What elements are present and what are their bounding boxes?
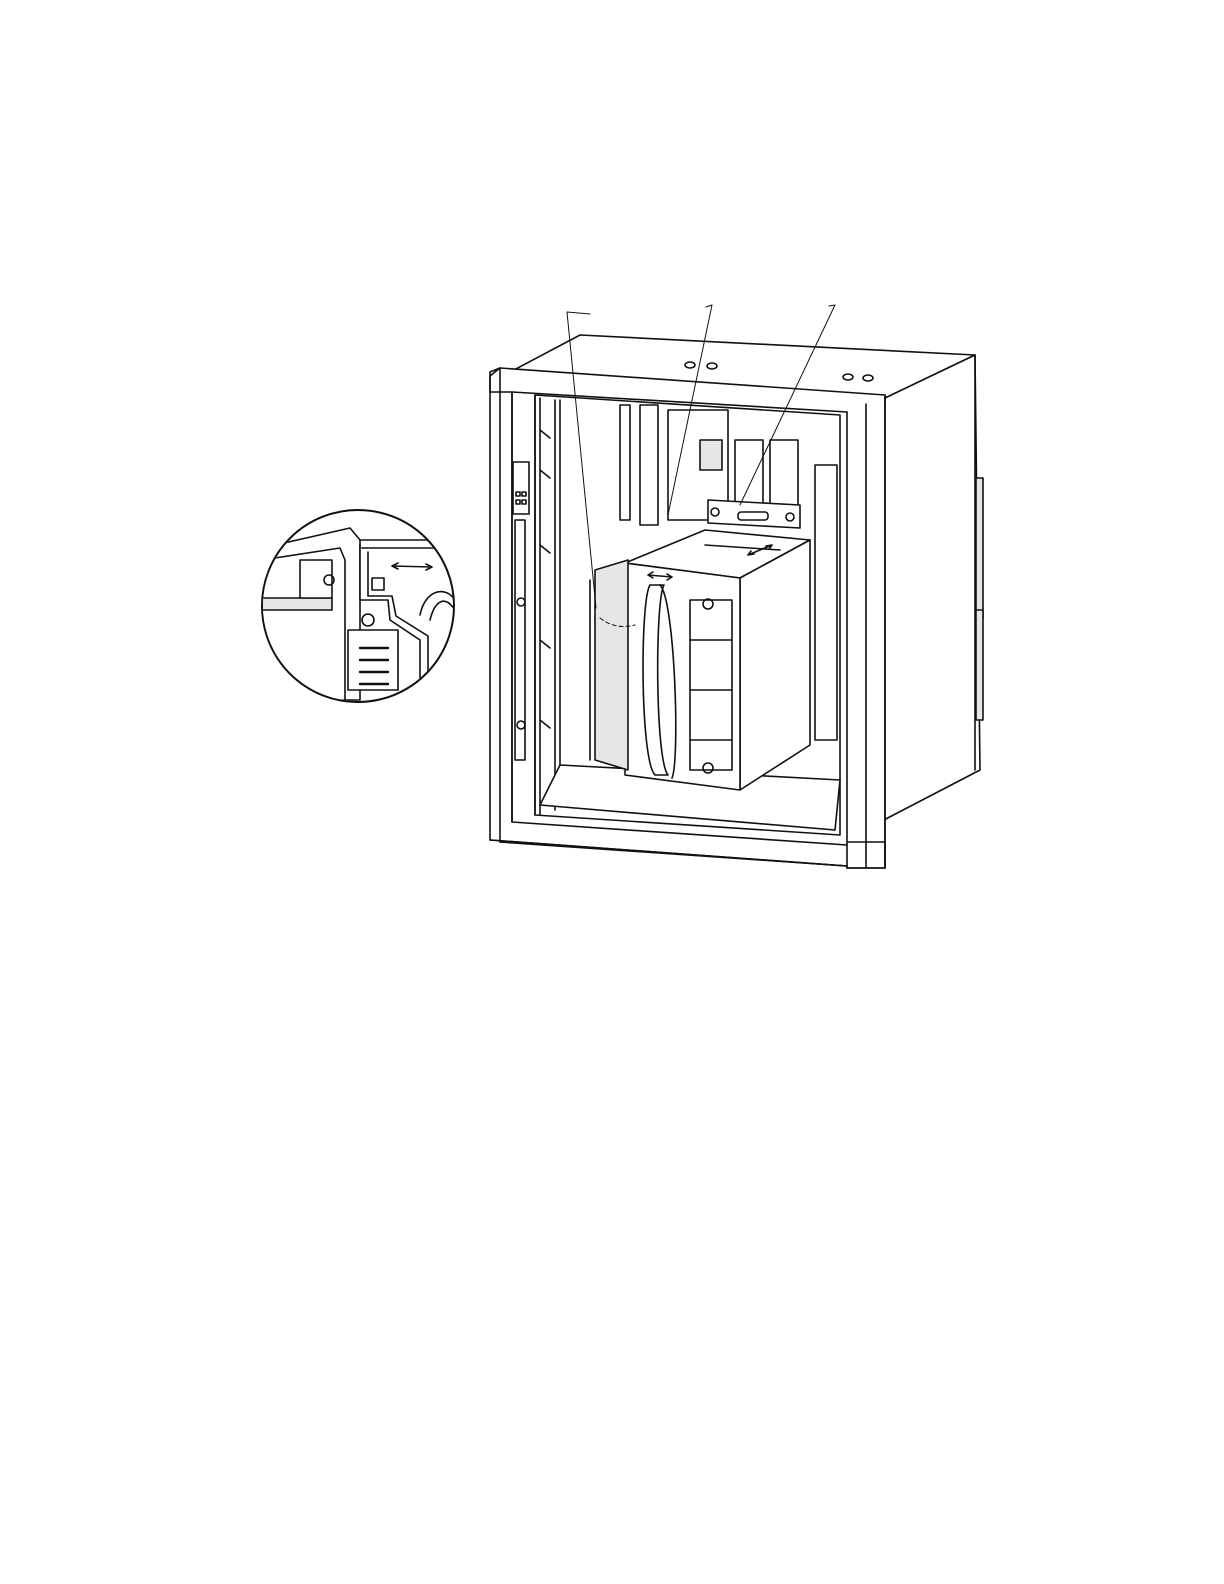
magnetic-module bbox=[590, 530, 810, 790]
detail-a-view bbox=[262, 510, 470, 702]
case-right-side bbox=[880, 355, 983, 822]
